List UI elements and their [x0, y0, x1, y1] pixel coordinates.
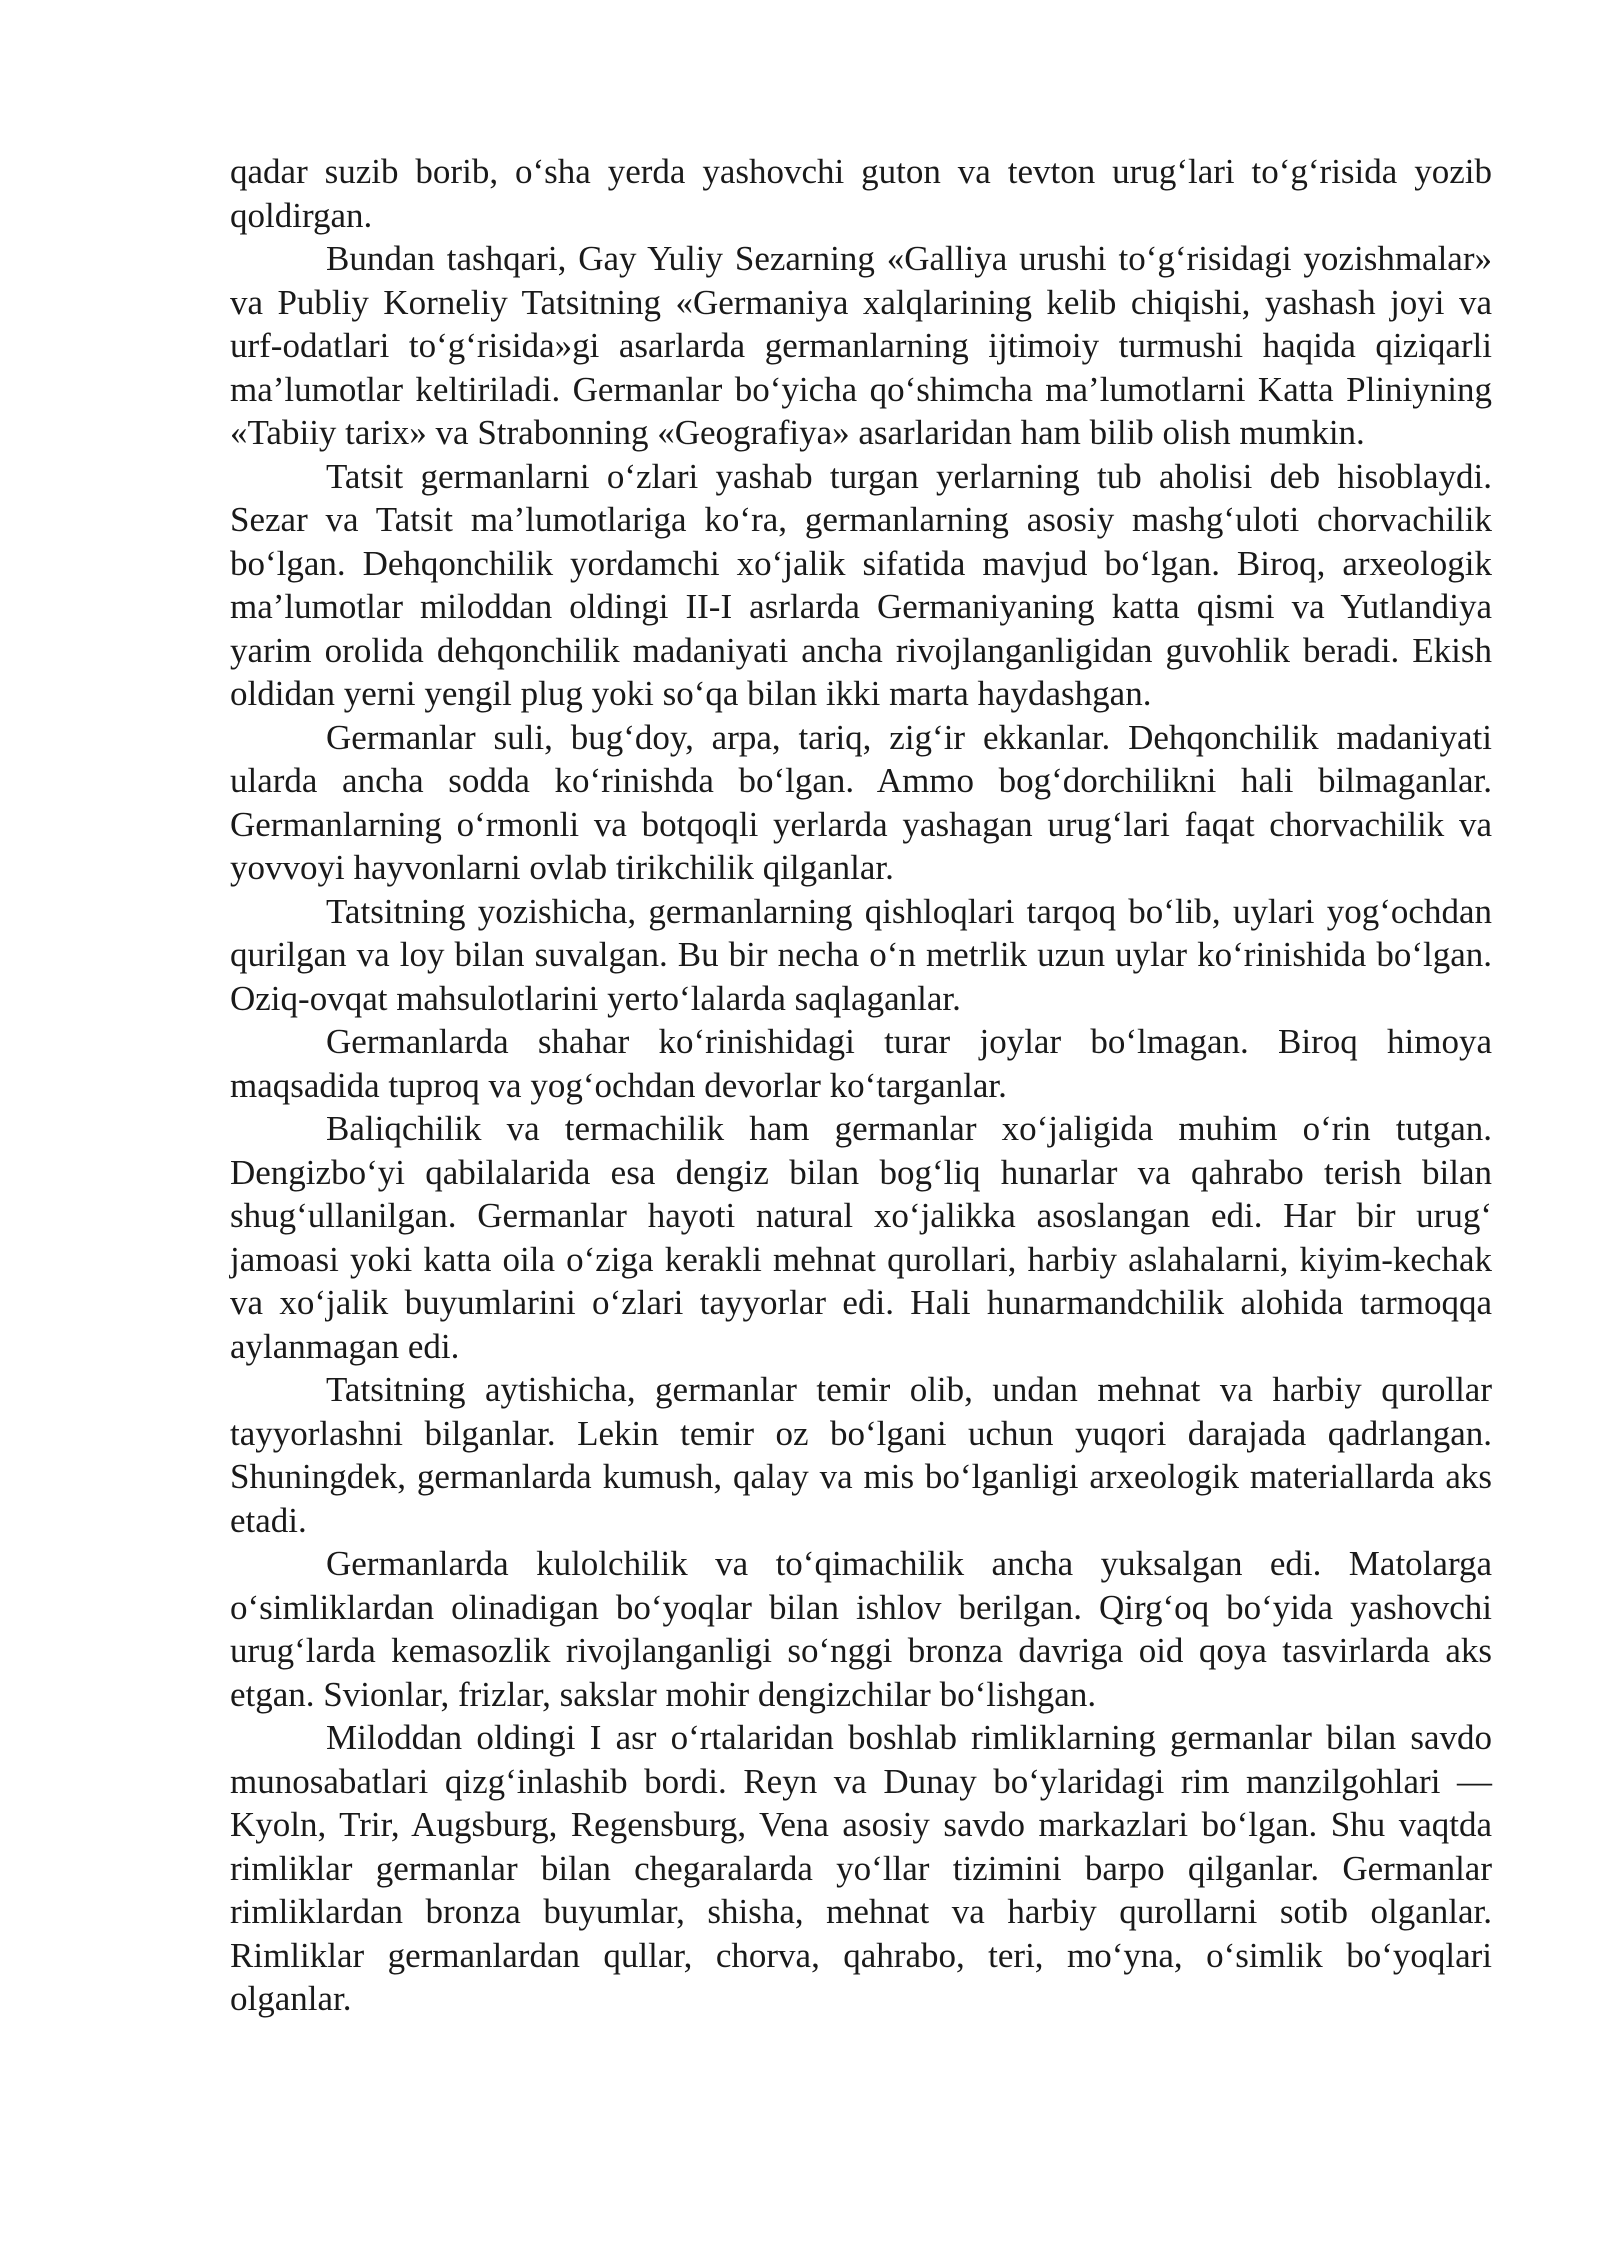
paragraph-fishing: Baliqchilik va termachilik ham germanlar xo‘jaligida muhim o‘rin tutgan. Dengizbo‘yi qabilalarida esa dengiz bilan bog‘liq hunarlar va qahrabo terish bilan shug‘ullanilgan. Germanlar hayoti natural xo‘jalikka asoslangan edi. Har bir urug‘ jamoasi yoki katta oila o‘ziga kerakli mehnat qurollari, harbiy aslahalarni, kiyim-kechak va xo‘jalik buyumlarini o‘zlari tayyorlar edi. Hali hunarmandchilik alohida tarmoqqa aylanmagan edi.	[230, 1109, 1492, 1366]
paragraph-crops: Germanlar suli, bug‘doy, arpa, tariq, zig‘ir ekkanlar. Dehqonchilik madaniyati ularda ancha sodda ko‘rinishda bo‘lgan. Ammo bog‘dorchilikni hali bilmaganlar. Germanlarning o‘rmonli va botqoqli yerlarda yashagan urug‘lari faqat chorvachilik va yovvoyi hayvonlarni ovlab tirikchilik qilganlar.	[230, 717, 1492, 887]
paragraph-iron: Tatsitning aytishicha, germanlar temir olib, undan mehnat va harbiy qurollar tayyorlashni bilganlar. Lekin temir oz bo‘lgani uchun yuqori darajada qadrlangan. Shuningdek, germanlarda kumush, qalay va mis bo‘lganligi arxeologik materiallarda aks etadi.	[230, 1370, 1492, 1540]
document-page	[230, 150, 1492, 2021]
paragraph-trade: Miloddan oldingi I asr o‘rtalaridan boshlab rimliklarning germanlar bilan savdo munosabatlari qizg‘inlashib bordi. Reyn va Dunay bo‘ylaridagi rim manzilgohlari — Kyoln, Trir, Augsburg, Regensburg, Vena asosiy savdo markazlari bo‘lgan. Shu vaqtda rimliklar germanlar bilan chegaralarda yo‘llar tizimini barpo qilganlar. Germanlar rimliklardan bronza buyumlar, shisha, mehnat va harbiy qurollarni sotib olganlar. Rimliklar germanlardan qullar, chorva, qahrabo, teri, mo‘yna, o‘simlik bo‘yoqlari olganlar.	[230, 1718, 1492, 2018]
paragraph-settlements: Germanlarda shahar ko‘rinishidagi turar joylar bo‘lmagan. Biroq himoya maqsadida tuproq va yog‘ochdan devorlar ko‘targanlar.	[230, 1022, 1492, 1105]
paragraph-continued: qadar suzib borib, o‘sha yerda yashovchi guton va tevton urug‘lari to‘g‘risida yozib qoldirgan.	[230, 152, 1492, 235]
paragraph-crafts: Germanlarda kulolchilik va to‘qimachilik ancha yuksalgan edi. Matolarga o‘simliklardan olinadigan bo‘yoqlar bilan ishlov berilgan. Qirg‘oq bo‘yida yashovchi urug‘larda kemasozlik rivojlanganligi so‘nggi bronza davriga oid qoya tasvirlarda aks etgan. Svionlar, frizlar, sakslar mohir dengizchilar bo‘lishgan.	[230, 1544, 1492, 1714]
paragraph-sources: Bundan tashqari, Gay Yuliy Sezarning «Galliya urushi to‘g‘risidagi yozishmalar» va Publiy Korneliy Tatsitning «Germaniya xalqlarining kelib chiqishi, yashash joyi va urf-odatlari to‘g‘risida»gi asarlarda germanlarning ijtimoiy turmushi haqida qiziqarli ma’lumotlar keltiriladi. Germanlar bo‘yicha qo‘shimcha ma’lumotlarni Katta Pliniyning «Tabiiy tarix» va Strabonning «Geografiya» asarlaridan ham bilib olish mumkin.	[230, 239, 1492, 452]
paragraph-tatsit-population: Tatsit germanlarni o‘zlari yashab turgan yerlarning tub aholisi deb hisoblaydi. Sezar va Tatsit ma’lumotlariga ko‘ra, germanlarning asosiy mashg‘uloti chorvachilik bo‘lgan. Dehqonchilik yordamchi xo‘jalik sifatida mavjud bo‘lgan. Biroq, arxeologik ma’lumotlar miloddan oldingi II-I asrlarda Germaniyaning katta qismi va Yutlandiya yarim orolida dehqonchilik madaniyati ancha rivojlanganligidan guvohlik beradi. Ekish oldidan yerni yengil plug yoki so‘qa bilan ikki marta haydashgan.	[230, 456, 1492, 713]
paragraph-villages: Tatsitning yozishicha, germanlarning qishloqlari tarqoq bo‘lib, uylari yog‘ochdan qurilgan va loy bilan suvalgan. Bu bir necha o‘n metrlik uzun uylar ko‘rinishida bo‘lgan. Oziq-ovqat mahsulotlarini yerto‘lalarda saqlaganlar.	[230, 891, 1492, 1018]
